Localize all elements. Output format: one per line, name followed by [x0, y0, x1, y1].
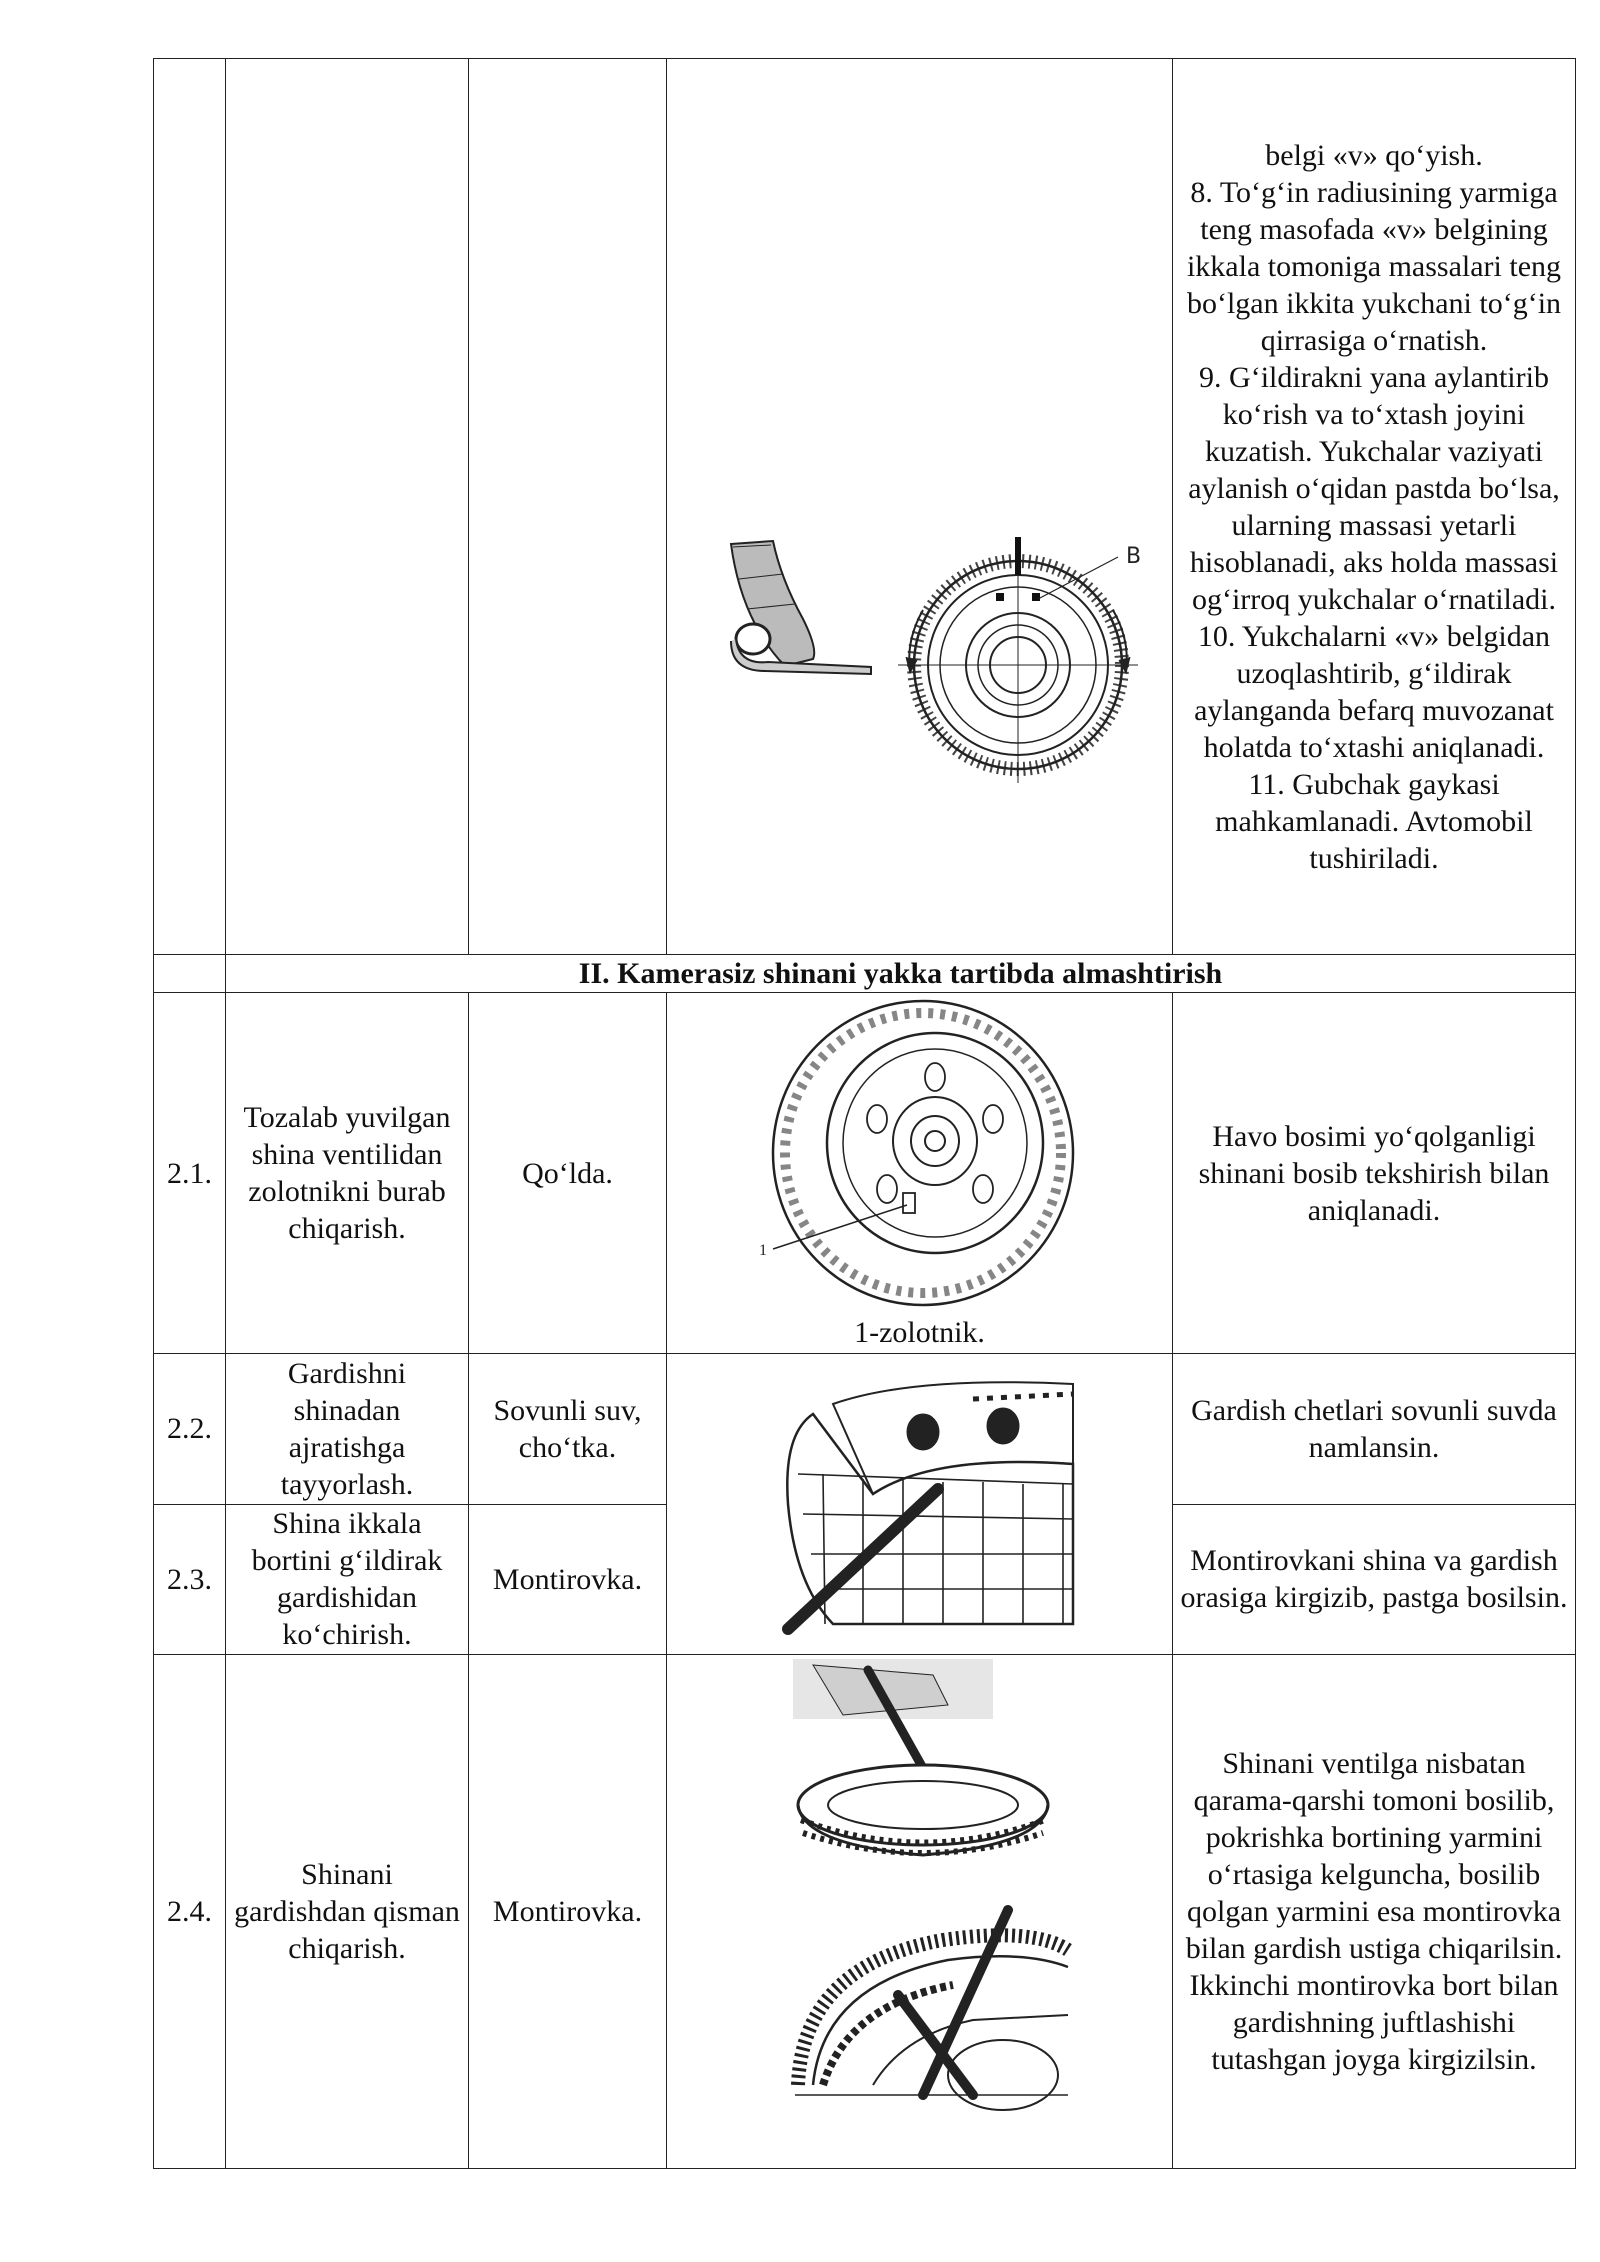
instruction-table [153, 58, 1576, 2169]
wheel-valve-figure-cell [667, 993, 1173, 1354]
step-number: 2.3. [154, 1504, 226, 1655]
section-title: II. Kamerasiz shinani yakka tartibda almashtirish [226, 955, 1576, 993]
tire-lever-illustration [673, 1354, 1173, 1654]
table-row [154, 1354, 1576, 1505]
tire-removal-bottom-photo [795, 1910, 1068, 2110]
note-text: Havo bosimi yo‘qolganligi shinani bosib tekshirish bilan aniqlanadi. [1173, 993, 1576, 1354]
section-num-cell-empty [154, 955, 226, 993]
wheel-scale-illustration [898, 537, 1138, 783]
tire-lever-figure-cell [667, 1354, 1173, 1655]
tool-text: Montirovka. [469, 1504, 667, 1655]
operation-text: Gardishni shinadan ajratishga tayyorlash. [226, 1354, 469, 1505]
note-text: Montirovkani shina va gardish orasiga kirgizib, pastga bosilsin. [1173, 1504, 1576, 1655]
note-text: Gardish chetlari sovunli suvda namlansin. [1173, 1354, 1576, 1505]
figure-label-b: B [1126, 544, 1142, 569]
balancing-figure-cell [667, 59, 1173, 955]
note-text: Shinani ventilga nisbatan qarama-qarshi tomoni bosilib, pokrishka bortining yarmini o‘rtasiga kelguncha, bosilib qolgan yarmini esa montirovka bilan gardish ustiga chiqarilsin. Ikkinchi montirovka bort bilan gardishning juftlashishi tutashgan joyga kirgizilsin. [1173, 1655, 1576, 2169]
operation-text: Shina ikkala bortini g‘ildirak gardishidan ko‘chirish. [226, 1504, 469, 1655]
table-row-continued [154, 59, 1576, 955]
tire-removal-figure-cell [667, 1655, 1173, 2169]
tire-removal-illustration [673, 1655, 1173, 2168]
operation-text: Shinani gardishdan qisman chiqarish. [226, 1655, 469, 2169]
table-row [154, 1655, 1576, 2169]
balance-weight-illustration [731, 541, 871, 674]
tool-text: Montirovka. [469, 1655, 667, 2169]
continued-instructions: belgi «v» qo‘yish. 8. To‘g‘in radiusining yarmiga teng masofada «v» belgining ikkala tomoniga massalari teng bo‘lgan ikkita yukchani to‘g‘in qirrasiga o‘rnatish. 9. G‘ildirakni yana aylantirib ko‘rish va to‘xtash joyini kuzatish. Yukchalar vaziyati aylanish o‘qidan pastda bo‘lsa, ularning massasi yetarli hisoblanadi, aks holda massasi og‘irroq yukchalar o‘rnatiladi. 10. Yukchalarni «v» belgidan uzoqlashtirib, g‘ildirak aylanganda befarq muvozanat holatda to‘xtashi aniqlanadi. 11. Gubchak gaykasi mahkamlanadi. Avtomobil tushiriladi. [1173, 59, 1576, 955]
table-row [154, 993, 1576, 1354]
figure-caption: 1-zolotnik. [854, 1316, 985, 1349]
section-header-row [154, 955, 1576, 993]
wheel-valve-illustration [673, 993, 1173, 1353]
num-cell-empty [154, 59, 226, 955]
step-number: 2.2. [154, 1354, 226, 1505]
step-number: 2.1. [154, 993, 226, 1354]
tool-cell-empty [469, 59, 667, 955]
operation-text: Tozalab yuvilgan shina ventilidan zolotnikni burab chiqarish. [226, 993, 469, 1354]
tool-text: Sovunli suv, cho‘tka. [469, 1354, 667, 1505]
wheel-balancing-figure [673, 59, 1173, 954]
figure-label-1: 1 [759, 1242, 767, 1259]
operation-cell-empty [226, 59, 469, 955]
tire-removal-top-photo [793, 1659, 1048, 1855]
tool-text: Qo‘lda. [469, 993, 667, 1354]
step-number: 2.4. [154, 1655, 226, 2169]
